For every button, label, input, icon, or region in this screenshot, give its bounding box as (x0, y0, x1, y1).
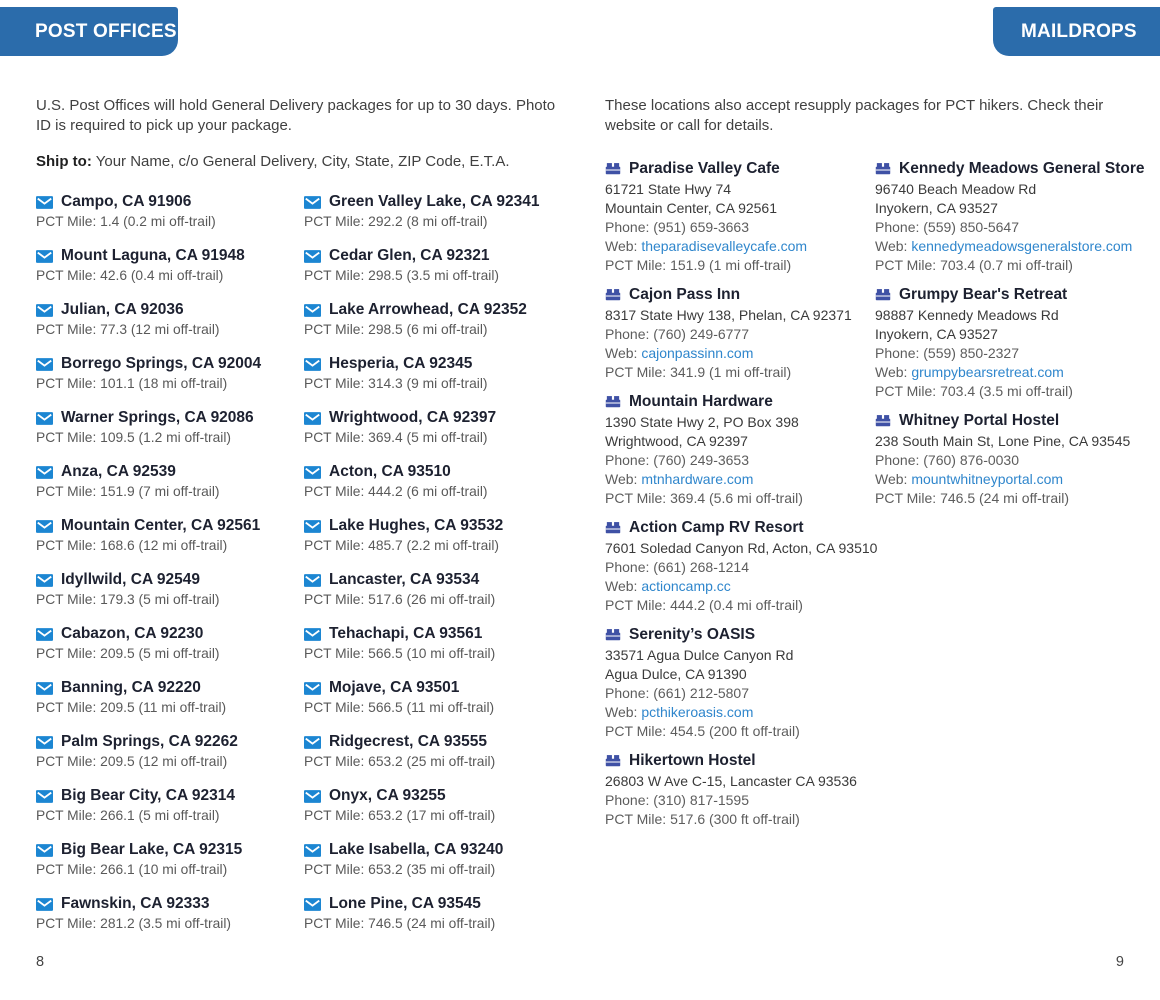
post-office-column-1 (36, 192, 304, 948)
post-office-name-row (36, 462, 304, 482)
post-office-name: Lake Hughes, CA 93532 (329, 517, 504, 534)
post-office-name-row (36, 246, 304, 266)
store-icon (875, 162, 891, 175)
envelope-icon (304, 574, 321, 587)
store-icon (605, 162, 621, 175)
maildrop-name: Serenity’s OASIS (629, 626, 756, 643)
pct-mile-text: PCT Mile: 209.5 (11 mi off-trail) (36, 700, 227, 715)
pct-mile-text: PCT Mile: 179.3 (5 mi off-trail) (36, 592, 220, 607)
pct-mile-text: PCT Mile: 314.3 (9 mi off-trail) (304, 376, 488, 391)
post-office-name: Warner Springs, CA 92086 (61, 409, 254, 426)
envelope-icon (36, 574, 53, 587)
envelope-icon (304, 844, 321, 857)
post-office-entry (304, 624, 572, 663)
pct-mile-text: PCT Mile: 517.6 (26 mi off-trail) (304, 592, 496, 607)
post-office-entry (36, 462, 304, 501)
maildrop-entry (875, 410, 1160, 508)
post-office-name: Julian, CA 92036 (61, 301, 184, 318)
maildrop-entry (605, 624, 875, 741)
maildrop-entry (605, 750, 875, 829)
maildrop-name: Paradise Valley Cafe (629, 160, 780, 177)
maildrop-web-link[interactable]: kennedymeadowsgeneralstore.com (911, 238, 1133, 254)
pct-mile-text: PCT Mile: 653.2 (25 mi off-trail) (304, 754, 496, 769)
post-office-name: Ridgecrest, CA 93555 (329, 733, 487, 750)
post-office-name: Cabazon, CA 92230 (61, 625, 204, 642)
post-office-name-row (36, 786, 304, 806)
post-office-name-row (36, 570, 304, 590)
maildrop-address-line: 8317 State Hwy 138, Phelan, CA 92371 (605, 307, 852, 323)
pct-mile-text: PCT Mile: 101.1 (18 mi off-trail) (36, 376, 228, 391)
pct-mile-text: PCT Mile: 77.3 (12 mi off-trail) (36, 322, 220, 337)
maildrop-web-line: Web: kennedymeadowsgeneralstore.com (875, 238, 1133, 254)
post-office-entry (36, 732, 304, 771)
post-office-name: Acton, CA 93510 (329, 463, 451, 480)
maildrop-web-line: Web: theparadisevalleycafe.com (605, 238, 808, 254)
maildrop-entry (605, 391, 875, 508)
store-icon (605, 628, 621, 641)
post-office-name: Fawnskin, CA 92333 (61, 895, 210, 912)
maildrop-name-row (875, 158, 1160, 179)
post-office-entry (36, 246, 304, 285)
store-icon (875, 288, 891, 301)
pct-mile-text: PCT Mile: 703.4 (0.7 mi off-trail) (875, 257, 1073, 273)
envelope-icon (36, 466, 53, 479)
envelope-icon (36, 358, 53, 371)
post-office-name: Lake Isabella, CA 93240 (329, 841, 504, 858)
envelope-icon (36, 736, 53, 749)
post-office-name: Campo, CA 91906 (61, 193, 192, 210)
post-office-entry (36, 786, 304, 825)
post-office-name: Palm Springs, CA 92262 (61, 733, 238, 750)
post-office-name-row (36, 624, 304, 644)
maildrop-address-line: 26803 W Ave C-15, Lancaster CA 93536 (605, 773, 857, 789)
maildrop-address-line: Inyokern, CA 93527 (875, 326, 998, 342)
store-icon (875, 414, 891, 427)
pct-mile-text: PCT Mile: 653.2 (17 mi off-trail) (304, 808, 496, 823)
post-office-name: Anza, CA 92539 (61, 463, 176, 480)
pct-mile-text: PCT Mile: 1.4 (0.2 mi off-trail) (36, 214, 216, 229)
maildrop-address-line: 33571 Agua Dulce Canyon Rd (605, 647, 794, 663)
maildrop-name-row (875, 410, 1160, 431)
ship-to-text: Your Name, c/o General Delivery, City, State, ZIP Code, E.T.A. (95, 153, 510, 170)
post-office-entry (304, 462, 572, 501)
store-icon (605, 754, 621, 767)
maildrop-address-line: 238 South Main St, Lone Pine, CA 93545 (875, 433, 1131, 449)
pct-mile-text: PCT Mile: 746.5 (24 mi off-trail) (875, 490, 1069, 506)
store-icon (605, 521, 621, 534)
store-icon (605, 288, 621, 301)
post-office-name: Lake Arrowhead, CA 92352 (329, 301, 527, 318)
post-office-entry (304, 192, 572, 231)
maildrop-name: Kennedy Meadows General Store (899, 160, 1145, 177)
post-office-name-row (304, 192, 572, 212)
post-office-entry (304, 894, 572, 933)
post-office-entry (304, 354, 572, 393)
post-office-name-row (304, 300, 572, 320)
envelope-icon (36, 304, 53, 317)
maildrop-address-line: 98887 Kennedy Meadows Rd (875, 307, 1059, 323)
pct-mile-text: PCT Mile: 266.1 (10 mi off-trail) (36, 862, 228, 877)
maildrop-name: Whitney Portal Hostel (899, 412, 1060, 429)
maildrop-web-link[interactable]: actioncamp.cc (641, 578, 731, 594)
post-office-name-row (36, 408, 304, 428)
post-offices-intro: U.S. Post Offices will hold General Delivery packages for up to 30 days. Photo ID is required to pick up your package. (36, 97, 556, 134)
maildrop-web-link[interactable]: cajonpassinn.com (641, 345, 754, 361)
maildrop-entry (605, 284, 875, 382)
post-offices-banner-label: POST OFFICES (35, 20, 177, 42)
pct-mile-text: PCT Mile: 485.7 (2.2 mi off-trail) (304, 538, 500, 553)
post-office-entry (304, 570, 572, 609)
post-office-name: Idyllwild, CA 92549 (61, 571, 200, 588)
envelope-icon (304, 250, 321, 263)
ship-to-line (36, 153, 510, 170)
maildrop-list (605, 158, 1160, 838)
envelope-icon (36, 520, 53, 533)
post-office-name-row (304, 732, 572, 752)
post-office-entry (36, 570, 304, 609)
maildrop-web-link[interactable]: pcthikeroasis.com (641, 704, 754, 720)
maildrop-phone: Phone: (559) 850-2327 (875, 345, 1019, 361)
post-office-name-row (304, 354, 572, 374)
pct-mile-text: PCT Mile: 209.5 (12 mi off-trail) (36, 754, 228, 769)
pct-mile-text: PCT Mile: 444.2 (0.4 mi off-trail) (605, 597, 803, 613)
maildrop-name-row (605, 391, 875, 412)
post-office-name-row (36, 732, 304, 752)
pct-mile-text: PCT Mile: 298.5 (3.5 mi off-trail) (304, 268, 500, 283)
envelope-icon (304, 736, 321, 749)
maildrop-phone: Phone: (760) 876-0030 (875, 452, 1019, 468)
post-office-name-row (36, 678, 304, 698)
maildrop-name: Hikertown Hostel (629, 752, 756, 769)
maildrop-web-line: Web: grumpybearsretreat.com (875, 364, 1064, 380)
post-office-entry (304, 786, 572, 825)
post-office-entry (304, 408, 572, 447)
maildrop-name-row (605, 158, 875, 179)
post-office-name-row (304, 786, 572, 806)
maildrop-address-line: 96740 Beach Meadow Rd (875, 181, 1037, 197)
post-office-name: Mountain Center, CA 92561 (61, 517, 261, 534)
page-number-right: 9 (1115, 954, 1124, 970)
page-number-left: 8 (36, 954, 45, 970)
maildrop-entry (605, 158, 875, 275)
post-office-entry (304, 300, 572, 339)
maildrop-phone: Phone: (951) 659-3663 (605, 219, 749, 235)
maildrop-name-row (605, 517, 875, 538)
pct-mile-text: PCT Mile: 444.2 (6 mi off-trail) (304, 484, 488, 499)
maildrop-entry (875, 284, 1160, 401)
envelope-icon (304, 790, 321, 803)
pct-mile-text: PCT Mile: 151.9 (7 mi off-trail) (36, 484, 220, 499)
post-office-entry (36, 894, 304, 933)
envelope-icon (36, 628, 53, 641)
maildrop-address-line: Agua Dulce, CA 91390 (605, 666, 747, 682)
post-office-name-row (304, 408, 572, 428)
post-office-name: Cedar Glen, CA 92321 (329, 247, 490, 264)
maildrop-phone: Phone: (310) 817-1595 (605, 792, 749, 808)
post-office-entry (36, 192, 304, 231)
maildrop-web-link[interactable]: mtnhardware.com (641, 471, 754, 487)
ship-to-label: Ship to: (36, 153, 92, 170)
post-office-entry (304, 840, 572, 879)
envelope-icon (36, 250, 53, 263)
envelope-icon (36, 682, 53, 695)
post-office-name: Onyx, CA 93255 (329, 787, 446, 804)
post-office-name-row (36, 354, 304, 374)
post-office-name-row (304, 570, 572, 590)
post-office-entry (36, 408, 304, 447)
maildrop-web-link[interactable]: theparadisevalleycafe.com (641, 238, 808, 254)
maildrop-name-row (875, 284, 1160, 305)
envelope-icon (304, 412, 321, 425)
maildrop-web-line: Web: mtnhardware.com (605, 471, 754, 487)
maildrop-column-1 (605, 158, 878, 838)
maildrops-banner-label: MAILDROPS (1021, 20, 1137, 42)
maildrop-address-line: Mountain Center, CA 92561 (605, 200, 778, 216)
pct-mile-text: PCT Mile: 369.4 (5 mi off-trail) (304, 430, 488, 445)
maildrop-name: Cajon Pass Inn (629, 286, 741, 303)
maildrop-web-link[interactable]: mountwhitneyportal.com (911, 471, 1064, 487)
pct-mile-text: PCT Mile: 281.2 (3.5 mi off-trail) (36, 916, 232, 931)
post-office-name: Borrego Springs, CA 92004 (61, 355, 262, 372)
envelope-icon (36, 196, 53, 209)
maildrop-entry (875, 158, 1160, 275)
store-icon (605, 395, 621, 408)
maildrop-address-line: Wrightwood, CA 92397 (605, 433, 748, 449)
maildrop-address-line: 7601 Soledad Canyon Rd, Acton, CA 93510 (605, 540, 878, 556)
envelope-icon (304, 196, 321, 209)
post-office-name: Wrightwood, CA 92397 (329, 409, 497, 426)
post-office-name-row (304, 246, 572, 266)
pct-mile-text: PCT Mile: 42.6 (0.4 mi off-trail) (36, 268, 224, 283)
post-office-name-row (304, 462, 572, 482)
envelope-icon (304, 628, 321, 641)
post-office-name-row (36, 894, 304, 914)
post-office-name: Big Bear City, CA 92314 (61, 787, 236, 804)
post-office-name: Hesperia, CA 92345 (329, 355, 473, 372)
post-office-entry (304, 732, 572, 771)
post-office-name-row (304, 678, 572, 698)
envelope-icon (304, 682, 321, 695)
maildrop-web-link[interactable]: grumpybearsretreat.com (911, 364, 1064, 380)
post-office-entry (36, 516, 304, 555)
post-office-name: Big Bear Lake, CA 92315 (61, 841, 243, 858)
maildrop-phone: Phone: (661) 212-5807 (605, 685, 749, 701)
post-office-name: Mount Laguna, CA 91948 (61, 247, 245, 264)
pct-mile-text: PCT Mile: 298.5 (6 mi off-trail) (304, 322, 488, 337)
post-office-entry (36, 678, 304, 717)
envelope-icon (304, 898, 321, 911)
pct-mile-text: PCT Mile: 454.5 (200 ft off-trail) (605, 723, 800, 739)
maildrops-intro: These locations also accept resupply packages for PCT hikers. Check their website or call for details. (605, 97, 1104, 134)
post-office-name-row (304, 894, 572, 914)
post-office-list (36, 192, 572, 948)
maildrop-entry (605, 517, 878, 615)
post-office-entry (304, 678, 572, 717)
maildrop-name-row (605, 284, 875, 305)
pct-mile-text: PCT Mile: 653.2 (35 mi off-trail) (304, 862, 496, 877)
maildrop-address-line: Inyokern, CA 93527 (875, 200, 998, 216)
maildrop-phone: Phone: (760) 249-6777 (605, 326, 749, 342)
maildrop-web-line: Web: mountwhitneyportal.com (875, 471, 1064, 487)
post-office-name: Lone Pine, CA 93545 (329, 895, 481, 912)
pct-mile-text: PCT Mile: 566.5 (10 mi off-trail) (304, 646, 496, 661)
pct-mile-text: PCT Mile: 703.4 (3.5 mi off-trail) (875, 383, 1073, 399)
post-office-entry (36, 354, 304, 393)
maildrop-phone: Phone: (661) 268-1214 (605, 559, 749, 575)
post-office-name-row (36, 516, 304, 536)
post-office-name-row (304, 516, 572, 536)
post-offices-banner (0, 7, 178, 56)
pct-mile-text: PCT Mile: 168.6 (12 mi off-trail) (36, 538, 228, 553)
post-office-entry (36, 840, 304, 879)
envelope-icon (304, 358, 321, 371)
pct-mile-text: PCT Mile: 151.9 (1 mi off-trail) (605, 257, 792, 273)
pct-mile-text: PCT Mile: 209.5 (5 mi off-trail) (36, 646, 220, 661)
maildrop-address-line: 1390 State Hwy 2, PO Box 398 (605, 414, 799, 430)
post-office-name: Lancaster, CA 93534 (329, 571, 480, 588)
pct-mile-text: PCT Mile: 517.6 (300 ft off-trail) (605, 811, 800, 827)
post-office-entry (36, 624, 304, 663)
maildrops-banner (993, 7, 1160, 56)
pct-mile-text: PCT Mile: 266.1 (5 mi off-trail) (36, 808, 220, 823)
post-office-name-row (36, 300, 304, 320)
post-office-name-row (304, 840, 572, 860)
pct-mile-text: PCT Mile: 292.2 (8 mi off-trail) (304, 214, 488, 229)
post-office-name-row (304, 624, 572, 644)
maildrop-name-row (605, 750, 875, 771)
post-office-column-2 (304, 192, 572, 948)
post-office-entry (36, 300, 304, 339)
post-office-entry (304, 246, 572, 285)
maildrop-web-line: Web: pcthikeroasis.com (605, 704, 754, 720)
envelope-icon (36, 412, 53, 425)
maildrop-name: Mountain Hardware (629, 393, 773, 410)
pct-mile-text: PCT Mile: 566.5 (11 mi off-trail) (304, 700, 495, 715)
maildrop-address-line: 61721 State Hwy 74 (605, 181, 732, 197)
post-office-name: Mojave, CA 93501 (329, 679, 460, 696)
envelope-icon (36, 844, 53, 857)
pct-mile-text: PCT Mile: 341.9 (1 mi off-trail) (605, 364, 792, 380)
maildrop-name-row (605, 624, 875, 645)
maildrop-column-2 (875, 158, 1160, 838)
maildrop-phone: Phone: (760) 249-3653 (605, 452, 749, 468)
envelope-icon (36, 898, 53, 911)
envelope-icon (304, 466, 321, 479)
maildrop-web-line: Web: actioncamp.cc (605, 578, 731, 594)
post-office-name-row (36, 840, 304, 860)
envelope-icon (304, 304, 321, 317)
post-office-name-row (36, 192, 304, 212)
maildrop-web-line: Web: cajonpassinn.com (605, 345, 754, 361)
post-office-entry (304, 516, 572, 555)
pct-mile-text: PCT Mile: 746.5 (24 mi off-trail) (304, 916, 496, 931)
post-office-name: Tehachapi, CA 93561 (329, 625, 483, 642)
maildrop-phone: Phone: (559) 850-5647 (875, 219, 1019, 235)
post-office-name: Green Valley Lake, CA 92341 (329, 193, 540, 210)
post-office-name: Banning, CA 92220 (61, 679, 201, 696)
envelope-icon (36, 790, 53, 803)
pct-mile-text: PCT Mile: 109.5 (1.2 mi off-trail) (36, 430, 232, 445)
envelope-icon (304, 520, 321, 533)
maildrop-name: Action Camp RV Resort (629, 519, 804, 536)
maildrop-name: Grumpy Bear's Retreat (899, 286, 1068, 303)
pct-mile-text: PCT Mile: 369.4 (5.6 mi off-trail) (605, 490, 803, 506)
